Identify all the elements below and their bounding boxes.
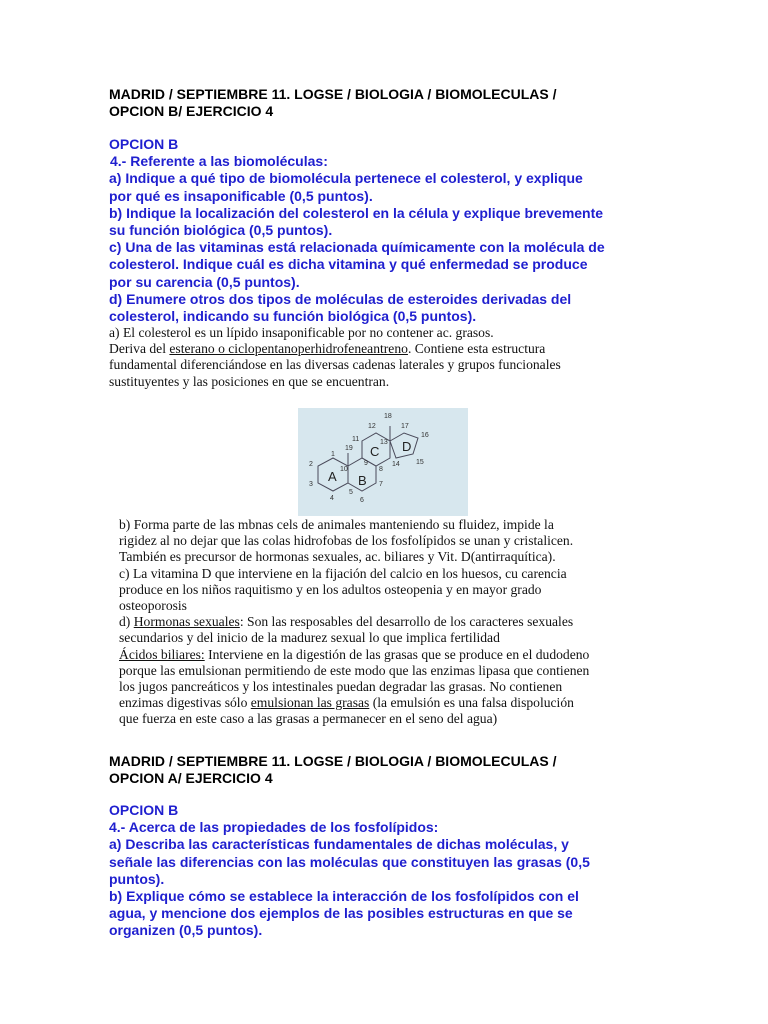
exam-header-1 <box>109 86 649 120</box>
atom-number: 5 <box>349 489 353 496</box>
answer-line: secundarios y del inicio de la madurez sexual lo que implica fertilidad <box>119 630 500 646</box>
question-line: organizen (0,5 puntos). <box>109 922 263 939</box>
header-line: OPCION A/ EJERCICIO 4 <box>109 770 273 786</box>
question-block-2 <box>109 802 649 940</box>
question-line: señale las diferencias con las moléculas que constituyen las grasas (0,5 <box>109 853 590 870</box>
header-line: OPCION B/ EJERCICIO 4 <box>109 103 274 119</box>
answer-line <box>119 695 649 711</box>
atom-number: 4 <box>330 495 334 502</box>
header-line: MADRID / SEPTIEMBRE 11. LOGSE / BIOLOGIA / BIOMOLECULAS / <box>109 86 557 102</box>
option-title: OPCION B <box>109 136 179 152</box>
header-line: MADRID / SEPTIEMBRE 11. LOGSE / BIOLOGIA / BIOMOLECULAS / <box>109 753 557 769</box>
atom-number: 2 <box>309 461 313 468</box>
question-line: b) Explique cómo se establece la interacción de los fosfolípidos con el <box>109 888 579 905</box>
question-line: a) Describa las características fundamentales de dichas moléculas, y <box>109 836 569 853</box>
answer-line: a) El colesterol es un lípido insaponificable por no contener ac. grasos. <box>109 325 494 340</box>
question-line: agua, y mencione dos ejemplos de las posibles estructuras en que se <box>109 905 573 922</box>
question-line: d) Enumere otros dos tipos de moléculas de esteroides derivadas del <box>109 290 572 307</box>
underlined-term: esterano o ciclopentanoperhidrofeneantreno <box>169 341 408 357</box>
question-line: c) Una de las vitaminas está relacionada químicamente con la molécula de <box>109 239 605 256</box>
answer-block-1 <box>109 325 649 390</box>
answer-line <box>119 614 649 630</box>
question-line: su función biológica (0,5 puntos). <box>109 222 333 239</box>
answer-text: : Son las resposables del desarrollo de los caracteres sexuales <box>239 614 574 630</box>
atom-number: 1 <box>331 451 335 458</box>
steroid-structure-diagram <box>298 408 468 516</box>
option-title: OPCION B <box>109 802 179 818</box>
question-line: colesterol. Indique cuál es dicha vitamina y qué enfermedad se produce <box>109 256 588 273</box>
atom-number: 3 <box>309 481 313 488</box>
answer-text: enzimas digestivas sólo <box>119 695 251 711</box>
atom-number: 9 <box>364 460 368 467</box>
ring-label-a: A <box>328 469 337 484</box>
steroid-nucleus-figure <box>298 408 468 516</box>
underlined-term: emulsionan las grasas <box>250 695 370 711</box>
atom-number: 8 <box>379 466 383 473</box>
atom-number: 13 <box>380 439 388 446</box>
answer-line: produce en los niños raquitismo y en los adultos osteopenia y en mayor grado <box>119 581 542 597</box>
question-line: por qué es insaponificable (0,5 puntos). <box>109 187 373 204</box>
answer-line: También es precursor de hormonas sexuales, ac. biliares y Vit. D(antirraquítica). <box>119 549 556 565</box>
atom-number: 7 <box>379 481 383 488</box>
answer-line: que fuerza en este caso a las grasas a permanecer en el seno del agua) <box>119 711 498 727</box>
answer-text: Deriva del <box>109 341 170 357</box>
ring-label-c: C <box>370 444 380 459</box>
answer-line <box>109 341 649 357</box>
atom-number: 12 <box>368 423 376 430</box>
atom-number: 15 <box>416 459 424 466</box>
atom-number: 18 <box>384 413 392 420</box>
question-line: b) Indique la localización del colesterol en la célula y explique brevemente <box>109 204 604 221</box>
answer-line: sustituyentes y las posiciones en que se encuentran. <box>109 373 390 389</box>
answer-line: porque las emulsionan permitiendo de este modo que las enzimas lipasa que contienen <box>119 662 590 678</box>
answer-line: rigidez al no dejar que las colas hidrofobas de los fosfolípidos se unan y cristalicen. <box>119 533 574 549</box>
question-block-1 <box>109 136 649 325</box>
atom-number: 10 <box>340 466 348 473</box>
ring-label-b: B <box>358 473 367 488</box>
atom-number: 11 <box>352 436 360 443</box>
exam-header-2 <box>109 753 649 787</box>
answer-text: Interviene en la digestión de las grasas que se produce en el dudodeno <box>204 646 590 662</box>
answer-line: osteoporosis <box>119 598 187 614</box>
atom-number: 16 <box>421 432 429 439</box>
question-line: por su carencia (0,5 puntos). <box>109 273 300 290</box>
answer-line: b) Forma parte de las mbnas cels de animales manteniendo su fluidez, impide la <box>119 517 554 532</box>
atom-number: 6 <box>360 497 364 504</box>
question-line: colesterol, indicando su función biológica (0,5 puntos). <box>109 308 477 325</box>
atom-number: 14 <box>392 461 400 468</box>
answer-text: d) <box>119 614 134 630</box>
question-line: a) Indique a qué tipo de biomolécula pertenece el colesterol, y explique <box>109 170 583 187</box>
atom-number: 19 <box>345 445 353 452</box>
answer-line: los jugos pancreáticos y los intestinales puedan degradar las grasas. No contienen <box>119 679 563 695</box>
answer-text: (la emulsión es una falsa dispolución <box>369 695 574 711</box>
answer-line <box>119 647 649 663</box>
underlined-term: Ácidos biliares: <box>119 646 205 662</box>
question-intro: 4.- Referente a las biomoléculas: <box>110 153 328 170</box>
atom-number: 17 <box>401 423 409 430</box>
question-line: puntos). <box>109 870 165 887</box>
answer-line: fundamental diferenciándose en las diversas cadenas laterales y grupos funcionales <box>109 357 561 373</box>
answer-text: . Contiene esta estructura <box>407 341 546 357</box>
answer-line: c) La vitamina D que interviene en la fijación del calcio en los huesos, cu carencia <box>119 565 567 581</box>
ring-label-d: D <box>402 439 412 454</box>
answer-block-2 <box>119 517 649 728</box>
underlined-term: Hormonas sexuales <box>133 614 240 630</box>
question-intro: 4.- Acerca de las propiedades de los fosfolípidos: <box>109 819 439 836</box>
